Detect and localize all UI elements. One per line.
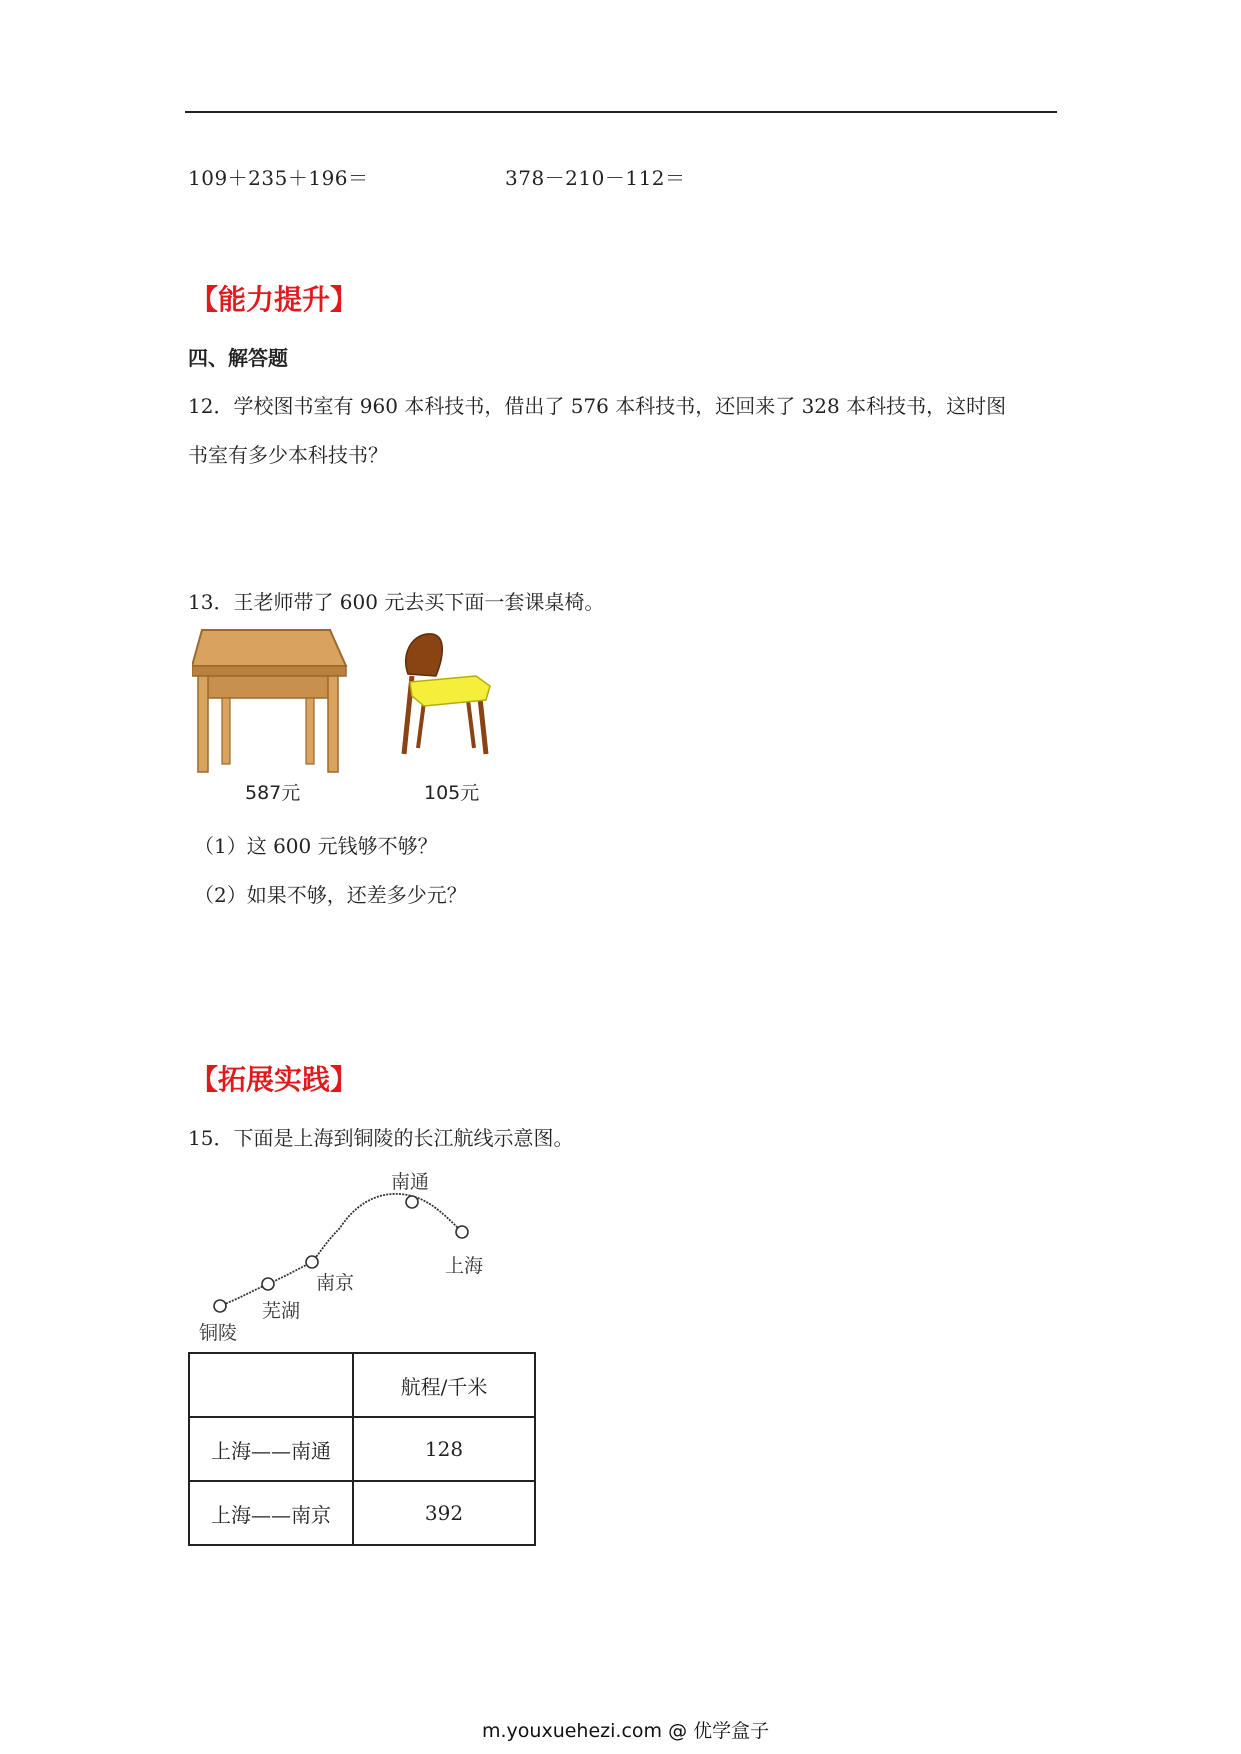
tongling-marker <box>214 1300 226 1312</box>
chair-price: 105元 <box>424 782 480 804</box>
desk-illustration <box>192 628 352 778</box>
chair-illustration <box>398 630 493 760</box>
question-13-sub-1: （1）这 600 元钱够不够？ <box>194 834 438 858</box>
shanghai-marker <box>456 1226 468 1238</box>
table-header-cell-distance: 航程/千米 <box>353 1353 535 1417</box>
question-12-line-2: 书室有多少本科技书？ <box>188 443 388 467</box>
footer-watermark: m.youxuehezi.com @ 优学盒子 <box>482 1720 770 1742</box>
question-13-sub-2: （2）如果不够，还差多少元？ <box>194 883 467 907</box>
map-label-wuhu: 芜湖 <box>262 1300 301 1322</box>
table-row <box>189 1481 535 1545</box>
section-title-ability: 【能力提升】 <box>190 283 359 316</box>
desk-price: 587元 <box>245 782 301 804</box>
table-header-row <box>189 1353 535 1417</box>
calc-expression-2: 378－210－112＝ <box>505 166 686 190</box>
table-header-cell-empty <box>189 1353 353 1417</box>
question-15-text: 15．下面是上海到铜陵的长江航线示意图。 <box>188 1126 574 1150</box>
calc-expression-1: 109＋235＋196＝ <box>188 166 369 190</box>
map-label-nantong: 南通 <box>391 1171 430 1193</box>
section-title-practice: 【拓展实践】 <box>190 1063 359 1096</box>
nantong-marker <box>406 1196 418 1208</box>
table-cell-distance: 128 <box>353 1417 535 1481</box>
question-13-text: 13．王老师带了 600 元去买下面一套课桌椅。 <box>188 590 605 614</box>
map-label-tongling: 铜陵 <box>199 1322 238 1344</box>
map-label-shanghai: 上海 <box>445 1255 484 1277</box>
table-cell-route: 上海——南通 <box>189 1417 353 1481</box>
table-cell-distance: 392 <box>353 1481 535 1545</box>
table-row <box>189 1417 535 1481</box>
header-rule <box>185 111 1057 113</box>
route-distance-table <box>188 1352 536 1546</box>
nanjing-marker <box>306 1256 318 1268</box>
table-cell-route: 上海——南京 <box>189 1481 353 1545</box>
wuhu-marker <box>262 1278 274 1290</box>
heading-answer-questions: 四、解答题 <box>188 346 288 370</box>
question-12-line-1: 12．学校图书室有 960 本科技书，借出了 576 本科技书，还回来了 328 本科技书，这时图 <box>188 394 1007 418</box>
map-label-nanjing: 南京 <box>316 1272 355 1294</box>
